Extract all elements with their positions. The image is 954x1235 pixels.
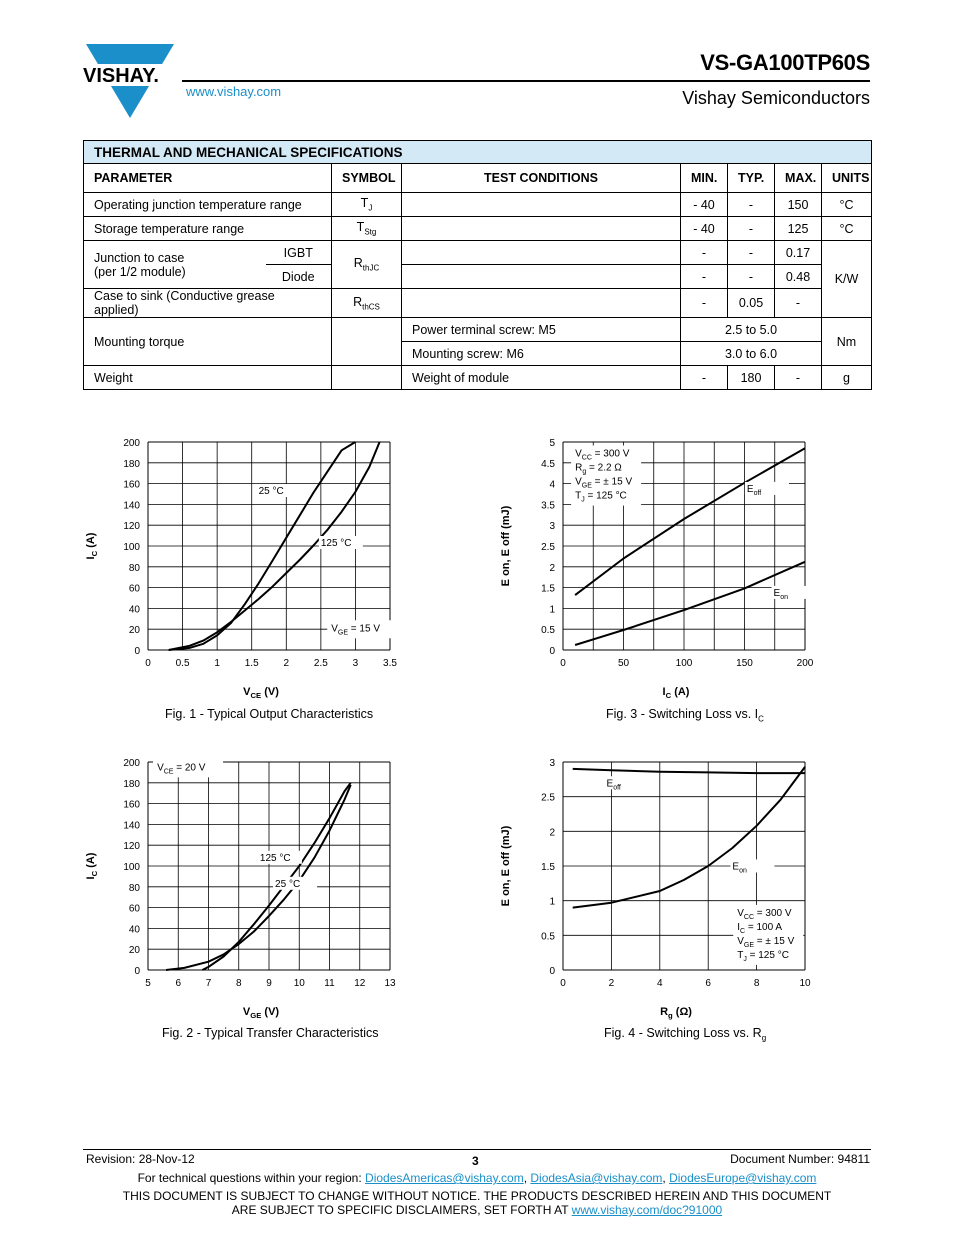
x-tick-label: 10 — [293, 978, 305, 989]
x-axis-label: $R_g$ (Ω) — [660, 1006, 692, 1020]
x-axis-label: $V_{CE}$ (V) — [243, 686, 279, 700]
y-tick-label: 80 — [128, 562, 140, 574]
x-tick-label: 50 — [617, 658, 630, 669]
condition-label: $V_{CC} = 300$ V — [737, 907, 792, 921]
cell-typ: - — [728, 241, 775, 265]
cell-cond: Weight of module — [402, 366, 681, 390]
x-tick-label: 7 — [205, 978, 212, 989]
y-tick-label: 0 — [134, 966, 140, 977]
revision-label: Revision: 28-Nov-12 — [86, 1152, 195, 1166]
cell-cond — [402, 289, 681, 318]
disclaimer-link[interactable]: www.vishay.com/doc?91000 — [571, 1203, 723, 1217]
x-tick-label: 4 — [657, 978, 663, 989]
x-tick-label: 6 — [705, 978, 711, 989]
y-tick-label: 40 — [128, 604, 140, 616]
y-tick-label: 3.5 — [541, 500, 555, 512]
param-line-1: Junction to case — [94, 250, 185, 265]
col-header-typ: TYP. — [728, 164, 775, 193]
x-tick-label: 1 — [214, 658, 220, 669]
condition-label: $V_{GE}$ = ± 15 V — [575, 476, 633, 490]
series-label: 125 °C — [259, 852, 291, 864]
y-tick-label: 20 — [128, 945, 140, 957]
chart-transfer-characteristics — [80, 750, 420, 1020]
y-tick-label: 60 — [128, 903, 140, 915]
cell-param: Storage temperature range — [84, 217, 332, 241]
series-line — [166, 785, 351, 970]
cell-max: 0.17 — [775, 241, 822, 265]
x-tick-label: 150 — [736, 658, 753, 669]
company-subtitle: Vishay Semiconductors — [682, 88, 870, 108]
cell-symbol: $R_{thCS}$ — [332, 289, 402, 318]
series-label: $E_{off}$ — [606, 778, 621, 792]
table-row — [84, 241, 872, 265]
cell-symbol — [332, 366, 402, 390]
x-tick-label: 10 — [799, 978, 811, 989]
y-tick-label: 180 — [123, 458, 140, 470]
thermal-mechanical-spec-table — [83, 140, 872, 390]
series-label: $E_{off}$ — [746, 483, 762, 497]
x-tick-label: 11 — [324, 978, 335, 989]
y-tick-label: 140 — [123, 500, 140, 512]
y-tick-label: 20 — [128, 625, 140, 637]
cell-max: - — [775, 366, 822, 390]
y-axis-label: $I_C$ (A) — [85, 532, 99, 560]
cell-unit: Nm — [822, 318, 872, 366]
y-tick-label: 120 — [123, 841, 140, 853]
cell-value-range: 2.5 to 5.0 — [681, 318, 822, 342]
y-tick-label: 2.5 — [541, 542, 555, 553]
y-tick-label: 4.5 — [541, 458, 555, 470]
param-line-2: (per 1/2 module) — [94, 264, 186, 279]
x-tick-label: 8 — [235, 978, 242, 989]
separator: , — [523, 1171, 531, 1185]
x-tick-label: 2 — [608, 978, 615, 989]
cell-param: Mounting torque — [84, 318, 332, 366]
condition-label: $T_J = 125$ °C — [737, 949, 789, 963]
x-tick-label: 3.5 — [383, 658, 397, 669]
y-tick-label: 0 — [549, 966, 555, 977]
y-axis-label: E on, E off (mJ) — [500, 505, 512, 587]
figure-caption-3: Fig. 3 - Switching Loss vs. $I_C$ — [606, 707, 764, 724]
x-tick-label: 0 — [560, 978, 566, 989]
header-divider — [182, 80, 870, 82]
y-tick-label: 160 — [123, 479, 140, 491]
figure-caption-1: Fig. 1 - Typical Output Characteristics — [165, 707, 374, 721]
y-tick-label: 60 — [128, 583, 140, 595]
cell-cond — [402, 193, 681, 217]
col-header-min: MIN. — [681, 164, 728, 193]
x-tick-label: 8 — [753, 978, 760, 989]
chart-switching-loss-vs-rg — [495, 750, 835, 1020]
condition-label: $R_g = 2.2$ Ω — [575, 462, 622, 476]
y-tick-label: 100 — [123, 862, 140, 873]
cell-symbol: $R_{thJC}$ — [332, 241, 402, 289]
cell-param: Weight — [84, 366, 332, 390]
series-line — [575, 562, 805, 645]
chart-output-characteristics — [80, 430, 420, 700]
disclaimer-line-2: ARE SUBJECT TO SPECIFIC DISCLAIMERS, SET FORTH AT www.vishay.com/doc?91000 — [231, 1203, 723, 1217]
page-number: 3 — [472, 1154, 479, 1168]
cell-unit: °C — [822, 193, 872, 217]
cell-param — [84, 241, 266, 289]
table-row — [84, 318, 872, 342]
y-tick-label: 200 — [123, 758, 140, 769]
y-tick-label: 1 — [549, 896, 555, 908]
y-tick-label: 1.5 — [541, 583, 555, 595]
cell-value-range: 3.0 to 6.0 — [681, 342, 822, 366]
x-tick-label: 0 — [560, 658, 566, 669]
cell-cond — [402, 241, 681, 265]
email-asia-link[interactable]: DiodesAsia@vishay.com — [530, 1171, 663, 1185]
cell-cond: Power terminal screw: M5 — [402, 318, 681, 342]
x-tick-label: 3 — [352, 658, 359, 669]
series-label: $E_{on}$ — [773, 587, 789, 601]
x-tick-label: 12 — [354, 978, 366, 989]
x-tick-label: 6 — [175, 978, 182, 989]
y-tick-label: 2 — [549, 827, 555, 839]
separator: , — [662, 1171, 670, 1185]
table-row — [84, 366, 872, 390]
part-number-title: VS-GA100TP60S — [700, 50, 870, 75]
y-tick-label: 140 — [123, 820, 140, 832]
y-tick-label: 5 — [549, 438, 555, 449]
x-tick-label: 5 — [145, 978, 151, 989]
cell-max: 0.48 — [775, 265, 822, 289]
cell-max: 125 — [775, 217, 822, 241]
y-axis-label: E on, E off (mJ) — [500, 825, 512, 907]
y-tick-label: 180 — [123, 778, 140, 790]
email-europe-link[interactable]: DiodesEurope@vishay.com — [669, 1171, 817, 1185]
x-axis-label: $I_C$ (A) — [662, 686, 690, 700]
disclaimer-line-1: THIS DOCUMENT IS SUBJECT TO CHANGE WITHOUT NOTICE. THE PRODUCTS DESCRIBED HEREIN AND THIS DOCUMENT — [122, 1189, 832, 1203]
table-row — [84, 193, 872, 217]
cell-param: Case to sink (Conductive grease applied) — [84, 289, 332, 318]
y-tick-label: 4 — [549, 479, 555, 491]
cell-unit: g — [822, 366, 872, 390]
cell-cond: Mounting screw: M6 — [402, 342, 681, 366]
y-tick-label: 0 — [134, 646, 140, 657]
cell-min: - — [681, 265, 728, 289]
y-tick-label: 2 — [549, 562, 555, 574]
table-row — [84, 217, 872, 241]
condition-label: $V_{GE}$ = ± 15 V — [737, 935, 795, 949]
cell-cond — [402, 265, 681, 289]
cell-typ: - — [728, 193, 775, 217]
series-line — [573, 769, 805, 773]
condition-label: $I_C = 100$ A — [737, 921, 783, 935]
series-label: 25 °C — [258, 486, 284, 497]
cell-unit: K/W — [822, 241, 872, 318]
condition-label: $V_{GE} = 15$ V — [331, 623, 380, 637]
x-tick-label: 200 — [796, 658, 814, 669]
x-tick-label: 2.5 — [313, 658, 328, 669]
cell-min: - 40 — [681, 217, 728, 241]
x-tick-label: 9 — [266, 978, 272, 989]
series-label: 25 °C — [275, 878, 301, 890]
cell-unit: °C — [822, 217, 872, 241]
cell-symbol: $T_J$ — [332, 193, 402, 217]
col-header-parameter: PARAMETER — [84, 164, 332, 193]
cell-typ: 0.05 — [728, 289, 775, 318]
x-tick-label: 13 — [384, 978, 396, 989]
y-tick-label: 0.5 — [541, 625, 555, 637]
series-label: $E_{on}$ — [732, 861, 747, 875]
y-tick-label: 0.5 — [541, 931, 555, 943]
cell-typ: - — [728, 217, 775, 241]
x-tick-label: 1.5 — [244, 658, 259, 669]
contact-prefix: For technical questions within your region: — [137, 1171, 366, 1185]
y-tick-label: 160 — [123, 799, 140, 811]
vishay-logo — [82, 44, 176, 120]
email-americas-link[interactable]: DiodesAmericas@vishay.com — [365, 1171, 524, 1185]
y-axis-label: $I_C$ (A) — [85, 852, 99, 880]
website-link[interactable]: www.vishay.com — [186, 84, 282, 99]
x-axis-label: $V_{GE}$ (V) — [242, 1006, 280, 1020]
col-header-units: UNITS — [822, 164, 872, 193]
col-header-symbol: SYMBOL — [332, 164, 402, 193]
condition-label: $V_{CE} = 20$ V — [157, 762, 206, 776]
cell-symbol: $T_{Stg}$ — [332, 217, 402, 241]
col-header-max: MAX. — [775, 164, 822, 193]
figure-caption-4: Fig. 4 - Switching Loss vs. $R_g$ — [604, 1026, 767, 1043]
x-tick-label: 100 — [675, 658, 693, 669]
footer-divider — [83, 1149, 871, 1150]
brand-text: VISHAY. — [83, 65, 159, 87]
condition-label: $T_J = 125$ °C — [575, 490, 627, 504]
y-tick-label: 2.5 — [541, 792, 555, 804]
cell-max: - — [775, 289, 822, 318]
cell-min: - 40 — [681, 193, 728, 217]
document-number: Document Number: 94811 — [730, 1152, 870, 1166]
x-tick-label: 2 — [283, 658, 290, 669]
cell-symbol — [332, 318, 402, 366]
series-label: 125 °C — [320, 538, 352, 549]
cell-igbt-label: IGBT — [266, 241, 332, 265]
y-tick-label: 120 — [123, 521, 140, 533]
cell-cond — [402, 217, 681, 241]
cell-min: - — [681, 366, 728, 390]
cell-typ: - — [728, 265, 775, 289]
y-tick-label: 40 — [128, 924, 140, 936]
table-row — [84, 289, 872, 318]
cell-max: 150 — [775, 193, 822, 217]
table-header-row — [84, 164, 872, 193]
cell-typ: 180 — [728, 366, 775, 390]
chart-switching-loss-vs-ic — [495, 430, 835, 700]
x-tick-label: 0 — [145, 658, 151, 669]
figure-caption-2: Fig. 2 - Typical Transfer Characteristics — [162, 1026, 379, 1040]
y-tick-label: 80 — [128, 882, 140, 894]
y-tick-label: 1 — [549, 604, 555, 616]
cell-param: Operating junction temperature range — [84, 193, 332, 217]
cell-min: - — [681, 241, 728, 265]
table-caption: THERMAL AND MECHANICAL SPECIFICATIONS — [84, 141, 872, 164]
y-tick-label: 200 — [123, 438, 140, 449]
x-tick-label: 0.5 — [175, 658, 190, 669]
y-tick-label: 3 — [549, 758, 555, 769]
contact-line — [0, 1171, 954, 1185]
y-tick-label: 1.5 — [541, 862, 555, 873]
series-line — [202, 783, 350, 970]
y-tick-label: 0 — [549, 646, 555, 657]
col-header-test-conditions: TEST CONDITIONS — [402, 164, 681, 193]
condition-label: $V_{CC} = 300$ V — [575, 448, 630, 462]
y-tick-label: 100 — [123, 542, 140, 553]
y-tick-label: 3 — [549, 521, 555, 533]
cell-diode-label: Diode — [266, 265, 332, 289]
cell-min: - — [681, 289, 728, 318]
